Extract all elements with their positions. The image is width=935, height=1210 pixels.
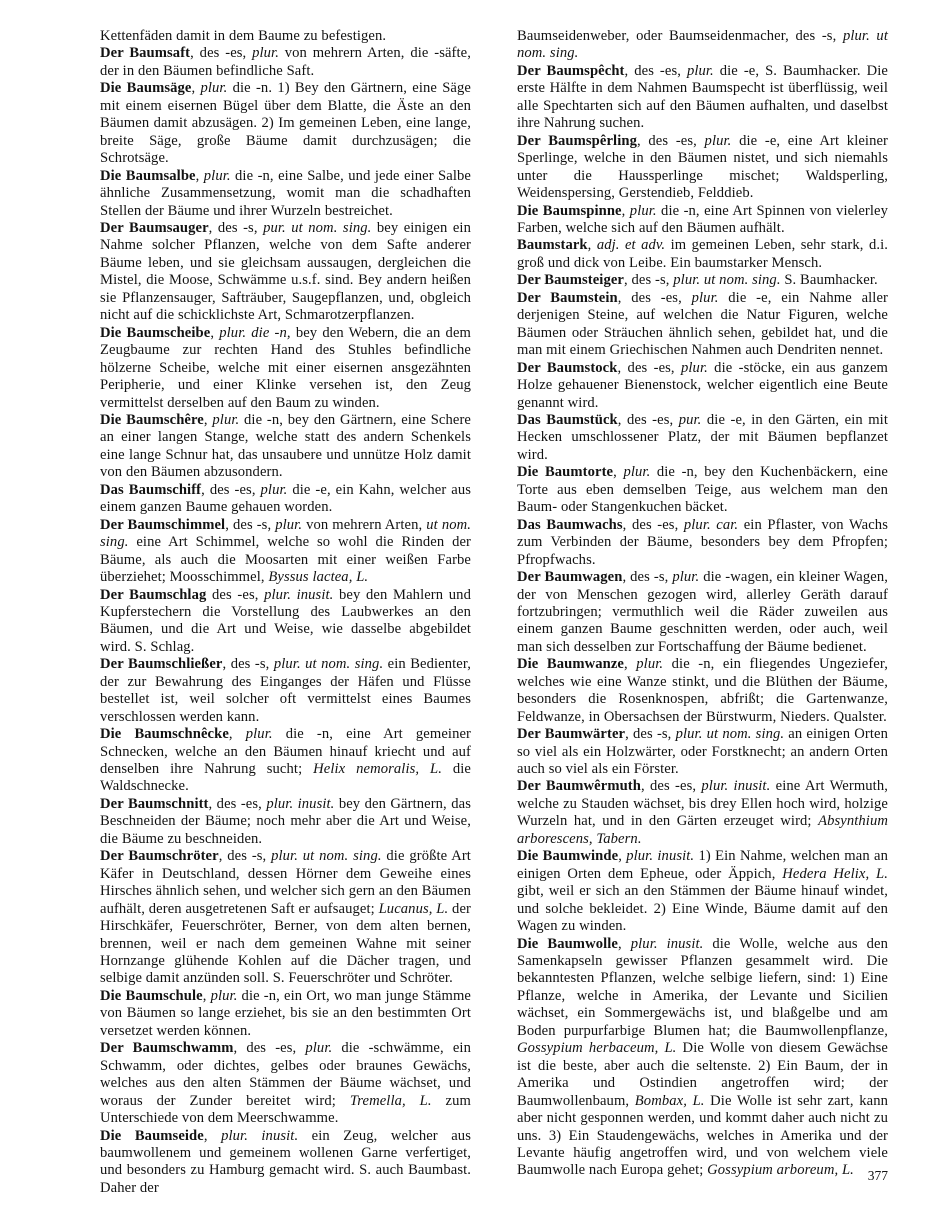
entry-headword: Die Baumtorte: [517, 464, 614, 481]
entry-latin-text: plur. ut nom. sing.: [517, 28, 888, 62]
entry-text: , des -es,: [640, 778, 702, 795]
entry-headword: Das Baumschiff: [100, 481, 202, 498]
entry-latin-text: plur. inusit.: [630, 935, 704, 952]
entry-latin-text: Byssus lactea, L.: [268, 569, 369, 586]
dictionary-entry: [517, 569, 888, 656]
entry-headword: Der Baumstein: [517, 289, 618, 306]
dictionary-entry: [517, 656, 888, 726]
dictionary-entry: [517, 290, 888, 360]
dictionary-entry: [100, 482, 471, 517]
entry-text: bey einigen ein Nahme solcher Pflanzen, welche von dem Safte anderer Bäume leben, und sie gleichsam aussaugen, dergleichen die Mistel, die Moose, Schwämme u.s.f. sind. Bey andern heißen sie Pflanzensauger, Safträuber, Saugepflanzen, und, obgleich nicht auf die schicklichste Art, Schmarotzerpflanzen.: [100, 219, 471, 324]
entry-headword: Das Baumwachs: [517, 516, 623, 533]
entry-text: , des -s,: [624, 272, 674, 289]
entry-text: die -wagen, ein kleiner Wagen, der von Menschen gezogen wird, allerley Geräth darauf fortzubringen; vermuthlich weil die Räder zuweilen aus einem ganzen Baume geschnitten werden, oder auch, weil man sich desselben zur Fortschaffung der Bäume bedienet.: [517, 569, 888, 655]
entry-latin-text: Hedera Helix, L.: [782, 865, 888, 882]
entry-headword: Die Baumscheibe: [100, 324, 211, 341]
entry-text: , des -s,: [622, 569, 673, 586]
entry-headword: Die Baumspinne: [517, 202, 622, 219]
entry-text: , des -es,: [617, 411, 679, 428]
entry-text: 1) Ein Nahme, welchen man an einigen Orten dem Epheue, oder Äppich,: [517, 848, 888, 882]
entry-text: S. Baumhacker.: [780, 272, 878, 289]
entry-text: bey den Gärtnern, das Beschneiden der Bäume; noch mehr aber die Art und Weise, die Bäume zu beschneiden.: [100, 795, 471, 847]
entry-headword: Der Baumschlag: [100, 586, 207, 603]
entry-latin-text: plur. inusit.: [626, 848, 695, 865]
page-body: [100, 28, 888, 1197]
entry-text: die -e, ein Kahn, welcher aus einem ganzen Baume gehauen worden.: [100, 481, 472, 516]
entry-latin-text: plur.: [681, 359, 708, 376]
entry-text: ,: [228, 726, 246, 743]
entry-text: Kettenfäden damit in dem Baume zu befestigen.: [100, 28, 387, 44]
dictionary-entry: [517, 133, 888, 203]
entry-text: die -e, S. Baumhacker. Die erste Hälfte in dem Nahmen Baumspecht ist überflüssig, weil alle Spechtarten sich auf den Bäumen aufhalten, und daselbst ihre Nahrung suchen.: [517, 62, 888, 132]
entry-headword: Die Baumsäge: [100, 80, 192, 97]
entry-headword: Die Baumwinde: [517, 848, 619, 865]
entry-text: , des -es,: [208, 795, 267, 812]
dictionary-entry: [100, 80, 471, 167]
entry-text: die -e, eine Art kleiner Sperlinge, welche in den Bäumen nistet, und sich niemahls unter die Haussperlinge mischet; Waldsperling, Weidenspersing, Gerstendieb, Felddieb.: [517, 132, 889, 202]
entry-headword: Der Baumsteiger: [517, 272, 625, 289]
entry-latin-text: plur. inusit.: [264, 586, 334, 603]
entry-headword: Die Baumwolle: [517, 935, 618, 952]
entry-text: die größte Art Käfer in Deutschland, dessen Hörner dem Geweihe eines Hirsches ähnlich sehen, und welcher sich gern an den Bäumen aufhält, deren ausgetretenen Saft er aufsauget;: [100, 848, 471, 917]
entry-text: die -n, ein fliegendes Ungeziefer, welches wie eine Wanze stinkt, und die Blüthen der Bäume, besonders die Rosenknospen, abfrißt; die Gartenwanze, Feldwanze, in Obersachsen der Bürstwurm, Nieders. Qualster.: [517, 656, 888, 725]
dictionary-entry: [100, 220, 471, 325]
entry-text: an einigen Orten so viel als ein Holzwärter, oder Forstknecht; an andern Orten auch so viel als ein Förster.: [517, 726, 888, 778]
entry-text: die -n, bey den Kuchenbäckern, eine Torte aus eben demselben Teige, aus welchem man den Baum- oder Stangenkuchen bäcket.: [517, 464, 889, 516]
page-number: 377: [867, 1168, 888, 1183]
entry-latin-text: plur.: [623, 464, 651, 481]
entry-latin-text: plur. ut nom. sing.: [675, 726, 785, 743]
entry-latin-text: Helix nemoralis, L.: [313, 761, 442, 778]
entry-headword: Der Baumspêcht: [517, 62, 625, 79]
entry-text: die -n. 1) Bey den Gärtnern, eine Säge mit einem eisernen Bügel über dem Blatte, die Äste an den Bäumen damit abzusägen. 2) Im gemeinen Leben, eine lange, breite Säge, große Bäume damit durchzusägen; die Schrotsäge.: [100, 80, 471, 167]
entry-text: , des -es,: [190, 45, 253, 62]
entry-headword: Der Baumschwamm: [100, 1040, 234, 1057]
entry-text: ,: [203, 1127, 222, 1144]
entry-text: ,: [618, 848, 627, 865]
entry-text: ein Zeug, welcher aus baumwollenem und gemeinem wollenen Garne verfertiget, und besonders zu Hamburg gemacht wird. S. auch Baumbast. Daher der: [100, 1127, 471, 1196]
entry-text: die -n, eine Art gemeiner Schnecken, welche an den Bäumen hinauf kriecht und auf denselben ihre Nahrung sucht;: [100, 726, 472, 778]
entry-text: ,: [195, 167, 204, 184]
entry-text: ein Bedienter, der zur Bewahrung des Einganges der Häfen und Flüsse bestellet ist, weil solcher oft vermittelst eines Baumes verschlossen werden kann.: [100, 656, 471, 725]
dictionary-entry: [100, 726, 471, 796]
entry-latin-text: plur. inusit.: [266, 795, 335, 812]
dictionary-entry: [100, 45, 471, 80]
entry-headword: Die Baumwanze: [517, 656, 624, 673]
entry-headword: Der Baumspêrling: [517, 132, 637, 149]
dictionary-entry: [100, 412, 471, 482]
dictionary-entry: [517, 28, 888, 63]
dictionary-entry: [100, 168, 471, 220]
entry-text: Baumseidenweber, oder Baumseidenmacher, des -s,: [517, 28, 843, 44]
dictionary-entry: [100, 587, 471, 657]
entry-text: eine Art Schimmel, welche so wohl die Rinden der Bäume, als auch die Moosarten mit einer weißen Farbe überziehet; Moosschimmel,: [100, 534, 471, 586]
dictionary-entry: [517, 412, 888, 464]
entry-text: die -schwämme, ein Schwamm, oder dichtes, gelbes oder braunes Gewächs, welches aus den alten Stämmen der Bäume wächset, und woraus der Zunder bereitet wird;: [100, 1040, 471, 1109]
entry-headword: Baumstark: [517, 237, 588, 254]
entry-latin-text: plur.: [203, 167, 231, 184]
entry-text: die -stöcke, ein aus ganzem Holze gehauener Bienenstock, welcher eigentlich eine Beute genannt wird.: [517, 359, 889, 411]
entry-text: die -e, ein Nahme aller derjenigen Steine, auf welchen die Natur Figuren, welche Bäumen oder Sträuchen ähnlich sehen, gebildet hat, und die man mit einem Griechischen Nahmen auch Dendriten nennet.: [517, 289, 889, 359]
entry-latin-text: plur. die -n,: [219, 324, 291, 341]
entry-latin-text: plur.: [305, 1040, 333, 1057]
entry-latin-text: Absynthium arborescens, Tabern.: [517, 813, 888, 847]
entry-latin-text: plur.: [686, 62, 714, 79]
entry-latin-text: plur.: [252, 45, 279, 62]
entry-headword: Die Baumschêre: [100, 411, 204, 428]
entry-latin-text: plur. car.: [683, 516, 739, 533]
entry-headword: Der Baumstock: [517, 359, 618, 376]
entry-headword: Die Baumseide: [100, 1127, 204, 1144]
entry-headword: Die Baumschule: [100, 987, 203, 1004]
dictionary-entry: [517, 778, 888, 848]
entry-headword: Der Baumschließer: [100, 656, 223, 673]
entry-latin-text: plur. ut nom. sing.: [673, 272, 781, 289]
entry-latin-text: plur.: [210, 987, 238, 1004]
entry-text: die -n, eine Art Spinnen von vielerley Farben, welche sich auf den Bäumen aufhält.: [517, 202, 889, 236]
entry-text: die Wolle, welche aus den Samenkapseln gewisser Pflanzen gesammelt wird. Die bekanntesten Pflanzen, welche selbige liefern, sind: 1) Eine Pflanze, welche in Amerika, der Levante und Sicilien wächset, ein Sommergewächs ist, und blaßgelbe und am Boden purpurfarbige Blumen hat; die Baumwollenpflanze,: [517, 935, 888, 1039]
entry-text: , des -s,: [225, 516, 276, 533]
entry-text: ,: [613, 464, 624, 481]
dictionary-entry: [517, 848, 888, 935]
text-columns: [100, 28, 888, 1197]
entry-latin-text: plur.: [636, 656, 664, 673]
entry-latin-text: plur.: [200, 80, 228, 97]
dictionary-entry: [517, 237, 888, 272]
entry-text: Die Wolle von diesem Gewächse ist die beste, aber auch die seltenste. 2) Ein Baum, der in Amerika und Ostindien angetroffen wird; der Baumwollenbaum,: [517, 1040, 888, 1109]
dictionary-entry: [517, 203, 888, 238]
entry-text: zum Unterschiede von dem Meerschwamme.: [100, 1092, 471, 1127]
entry-headword: Der Baumschröter: [100, 848, 219, 865]
dictionary-entry: [517, 517, 888, 569]
entry-headword: Das Baumstück: [517, 411, 618, 428]
entry-latin-text: plur.: [245, 726, 273, 743]
entry-latin-text: plur.: [704, 132, 732, 149]
dictionary-entry: [100, 28, 471, 45]
left-column: [100, 28, 471, 1197]
entry-text: ,: [587, 237, 597, 254]
entry-headword: Der Baumwagen: [517, 569, 623, 586]
entry-text: ,: [210, 324, 220, 341]
entry-text: die -n, eine Salbe, und jede einer Salbe ähnliche Zusammensetzung, womit man die schadhaften Stellen der Bäume und ihrer Wurzeln bestreichet.: [100, 167, 471, 219]
entry-text: , des -es,: [617, 289, 692, 306]
entry-latin-text: plur. inusit.: [701, 778, 771, 795]
entry-text: ,: [624, 656, 637, 673]
entry-text: , des -es,: [622, 516, 684, 533]
dictionary-entry: [517, 726, 888, 778]
entry-text: die -e, in den Gärten, ein mit Hecken umschlossener Platz, der mit Bäumen bepflanzet wird.: [517, 411, 888, 463]
entry-text: , des -es,: [201, 481, 261, 498]
entry-text: im gemeinen Leben, sehr stark, d.i. groß und dick von Leibe. Ein baumstarker Mensch.: [517, 237, 889, 271]
dictionary-entry: [517, 63, 888, 133]
dictionary-entry: [100, 1040, 471, 1127]
entry-latin-text: pur.: [678, 411, 702, 428]
dictionary-entry: [517, 464, 888, 516]
entry-headword: Der Baumwêrmuth: [517, 778, 641, 795]
entry-latin-text: plur.: [691, 289, 719, 306]
entry-text: ,: [191, 80, 201, 97]
entry-text: , des -es,: [636, 132, 705, 149]
dictionary-entry: [517, 936, 888, 1180]
entry-headword: Der Baumschimmel: [100, 516, 226, 533]
entry-latin-text: pur. ut nom. sing.: [263, 219, 372, 236]
dictionary-entry: [517, 272, 888, 289]
entry-text: ,: [203, 411, 213, 428]
entry-text: ,: [202, 987, 211, 1004]
right-column: [517, 28, 888, 1197]
entry-text: der Hirschkäfer, Feuerschröter, Berner, von dem alten bernen, brennen, weil er nach dem gemeinen Wahne mit seiner Hornzange glühende Kohlen auf die Dächer tragen, und selbige damit anzünden soll. S. Feuerschröter und Schröter.: [100, 900, 471, 987]
entry-text: die Waldschnecke.: [100, 761, 471, 795]
entry-latin-text: plur.: [672, 569, 700, 586]
entry-latin-text: plur. ut nom. sing.: [273, 656, 384, 673]
dictionary-entry: [100, 325, 471, 412]
entry-latin-text: plur. inusit.: [221, 1127, 299, 1144]
dictionary-entry: [100, 1128, 471, 1198]
entry-text: die -n, ein Ort, wo man junge Stämme von Bäumen so lange erziehet, bis sie an den bestimmten Ort versetzet werden können.: [100, 987, 471, 1039]
entry-latin-text: plur. ut nom. sing.: [271, 848, 382, 865]
entry-latin-text: plur.: [275, 516, 303, 533]
entry-headword: Der Baumschnitt: [100, 795, 209, 812]
entry-latin-text: Bombax, L.: [634, 1092, 705, 1109]
entry-latin-text: adj. et adv.: [596, 237, 666, 254]
entry-text: von mehrern Arten,: [302, 516, 427, 533]
entry-headword: Der Baumsaft: [100, 45, 191, 62]
entry-latin-text: plur.: [260, 481, 288, 498]
entry-text: bey den Webern, die an dem Zeugbaume zur rechten Hand des Stuhles befindliche hölzerne Scheibe, welche mit einer eisernen ansgezähnten Peripherie, und einer Klinke versehen ist, den Zeug vermittelst derselben auf den Baum zu winden.: [100, 324, 471, 411]
entry-text: bey den Mahlern und Kupferstechern die Vorstellung des Laubwerkes an den Bäumen, und die Art und Weise, wie dasselbe abgebildet wird. S. Schlag.: [100, 586, 471, 655]
entry-headword: Der Baumwärter: [517, 726, 626, 743]
entry-latin-text: plur.: [212, 411, 240, 428]
entry-headword: Die Baumsalbe: [100, 167, 196, 184]
entry-headword: Die Baumschnêcke: [100, 726, 229, 743]
dictionary-entry: [100, 656, 471, 726]
entry-text: , des -es,: [233, 1040, 306, 1057]
entry-text: Die Wolle ist sehr zart, kann aber nicht gesponnen werden, und kommt daher auch nicht zu uns. 3) Ein Staudengewächs, welches in Amerika und der Levante häufig angetroffen wird, und von welchem viele Baumwolle nach Europa gehet;: [517, 1092, 888, 1179]
dictionary-entry: [100, 796, 471, 848]
entry-text: von mehrern Arten, die -säfte, der in den Bäumen befindliche Saft.: [100, 45, 471, 79]
entry-text: ein Pflaster, von Wachs zum Verbinden der Bäume, besonders bey dem Pfropfen; Pfropfwachs.: [517, 516, 888, 568]
entry-headword: Der Baumsauger: [100, 219, 209, 236]
dictionary-entry: [517, 360, 888, 412]
entry-text: , des -s,: [222, 656, 274, 673]
entry-text: des -es,: [206, 586, 265, 603]
entry-text: gibt, weil er sich an den Stämmen der Bäume hinauf windet, und solche bekleidet. 2) Eine Winde, Bäume damit auf den Wagen zu winden.: [517, 883, 888, 935]
entry-latin-text: Lucanus, L.: [378, 900, 449, 917]
entry-text: die -n, bey den Gärtnern, eine Schere an einer langen Stange, welche statt des andern Schenkels eine lange Schnur hat, das unsaubere und unnütze Holz damit von den Bäumen abzusondern.: [100, 411, 471, 481]
dictionary-entry: [100, 517, 471, 587]
dictionary-entry: [100, 988, 471, 1040]
entry-text: , des -es,: [617, 359, 681, 376]
entry-text: eine Art Wermuth, welche zu Stauden wächset, bis drey Ellen hoch wird, holzige Wurzeln hat, und in den Gärten erzeuget wird;: [517, 778, 888, 830]
entry-latin-text: Gossypium herbaceum, L.: [517, 1040, 677, 1057]
entry-text: , des -s,: [625, 726, 676, 743]
entry-text: ,: [621, 202, 630, 219]
entry-latin-text: ut nom. sing.: [100, 516, 471, 551]
dictionary-entry: [100, 848, 471, 988]
entry-latin-text: Gossypium arboreum, L.: [707, 1162, 854, 1179]
entry-text: , des -es,: [624, 62, 687, 79]
entry-latin-text: Tremella, L.: [349, 1092, 432, 1109]
entry-text: , des -s,: [218, 848, 272, 865]
entry-text: ,: [618, 935, 631, 952]
entry-latin-text: plur.: [629, 202, 657, 219]
entry-text: , des -s,: [208, 219, 264, 236]
